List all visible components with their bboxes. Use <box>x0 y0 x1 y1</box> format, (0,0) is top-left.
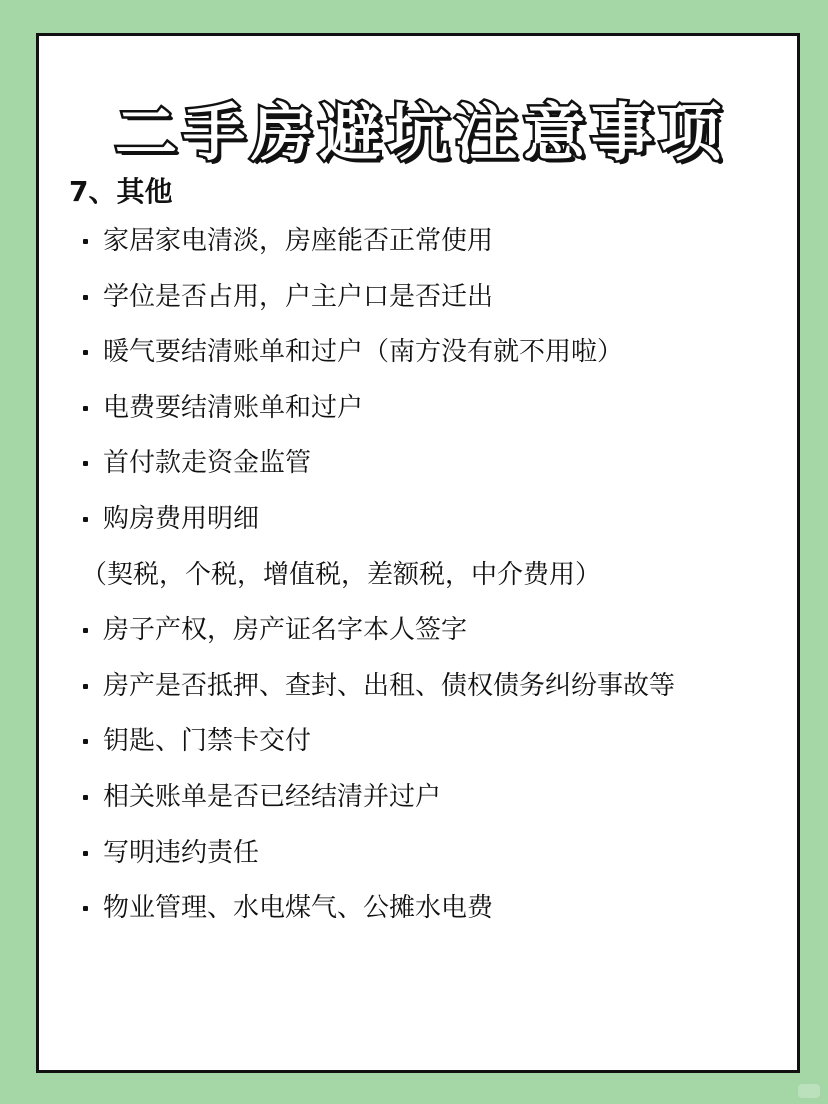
bullet-icon <box>83 406 88 411</box>
list-item-text: 购房费用明细 <box>103 503 260 534</box>
bullet-icon <box>83 684 88 689</box>
bullet-icon <box>83 517 88 522</box>
list-item <box>39 890 803 946</box>
bullet-icon <box>83 350 88 355</box>
list-item <box>39 501 803 557</box>
list-item <box>39 390 803 446</box>
list-item <box>39 668 803 724</box>
list-item-text: （契税，个税，增值税，差额税，中介费用） <box>81 559 602 590</box>
list-item <box>39 612 803 668</box>
list-item-text: 写明违约责任 <box>103 837 260 868</box>
list-item-text: 房子产权，房产证名字本人签字 <box>103 615 468 646</box>
list-item-text: 暖气要结清账单和过户（南方没有就不用啦） <box>103 337 624 368</box>
section-heading: 7、其他 <box>69 175 173 208</box>
list-item <box>39 279 803 335</box>
list-item <box>39 334 803 390</box>
bullet-icon <box>83 628 88 633</box>
page-title: 二手房避坑注意事项 <box>114 96 727 169</box>
notes-list <box>39 223 803 946</box>
bullet-icon <box>83 795 88 800</box>
list-item-text: 相关账单是否已经结清并过户 <box>103 781 442 812</box>
list-item-text: 钥匙、门禁卡交付 <box>103 726 312 757</box>
bullet-icon <box>83 295 88 300</box>
list-item-text: 物业管理、水电煤气、公摊水电费 <box>103 893 494 924</box>
content-card <box>36 33 800 1073</box>
list-item-detail <box>39 557 803 613</box>
bullet-icon <box>83 739 88 744</box>
list-item-text: 电费要结清账单和过户 <box>103 392 364 423</box>
bullet-icon <box>83 851 88 856</box>
list-item <box>39 723 803 779</box>
list-item-text: 首付款走资金监管 <box>103 448 312 479</box>
list-item <box>39 445 803 501</box>
bullet-icon <box>83 239 88 244</box>
list-item <box>39 223 803 279</box>
list-item-text: 家居家电清淡，房座能否正常使用 <box>103 226 494 256</box>
list-item-text: 学位是否占用，户主户口是否迁出 <box>103 281 494 312</box>
bullet-icon <box>83 906 88 911</box>
bullet-icon <box>83 461 88 466</box>
list-item <box>39 835 803 891</box>
list-item-text: 房产是否抵押、查封、出租、债权债务纠纷事故等 <box>103 670 676 701</box>
watermark-icon <box>798 1084 820 1098</box>
list-item <box>39 779 803 835</box>
